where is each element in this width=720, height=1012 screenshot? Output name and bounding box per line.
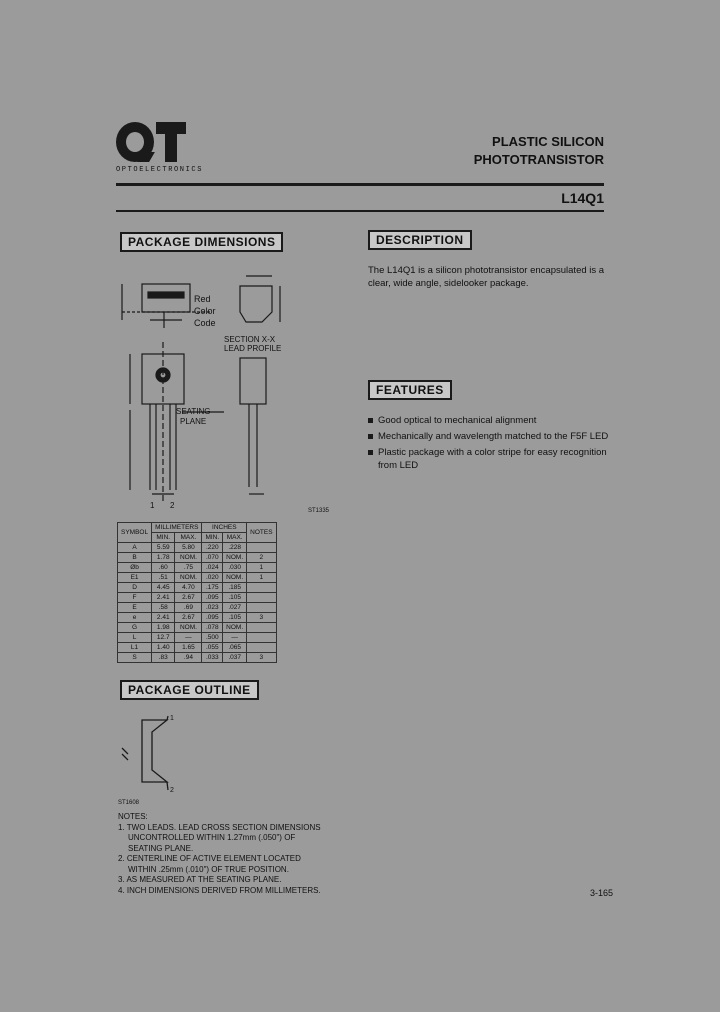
table-cell: 1 bbox=[247, 573, 276, 583]
table-cell: L1 bbox=[118, 643, 152, 653]
table-cell: NOM. bbox=[175, 623, 202, 633]
red-stripe bbox=[148, 292, 184, 298]
dimension-table bbox=[117, 522, 277, 663]
table-cell: 5.80 bbox=[175, 543, 202, 553]
table-cell: .75 bbox=[175, 563, 202, 573]
table-header: SYMBOL bbox=[118, 523, 152, 543]
table-cell: 2.41 bbox=[152, 613, 175, 623]
table-cell: 2.67 bbox=[175, 593, 202, 603]
table-row bbox=[118, 593, 277, 603]
table-cell: 1.78 bbox=[152, 553, 175, 563]
table-subheader: MAX. bbox=[223, 533, 247, 543]
outline-pin1: 1 bbox=[170, 715, 174, 722]
table-cell: .030 bbox=[223, 563, 247, 573]
table-cell: E bbox=[118, 603, 152, 613]
note-line: 3. AS MEASURED AT THE SEATING PLANE. bbox=[118, 875, 282, 884]
table-cell: .69 bbox=[175, 603, 202, 613]
table-cell: 3 bbox=[247, 613, 276, 623]
table-cell: .027 bbox=[223, 603, 247, 613]
lead-profile bbox=[240, 286, 272, 322]
table-cell: .175 bbox=[202, 583, 223, 593]
table-cell: .065 bbox=[223, 643, 247, 653]
table-row bbox=[118, 653, 277, 663]
qt-logo bbox=[116, 122, 204, 180]
table-header: INCHES bbox=[202, 523, 247, 533]
table-cell: G bbox=[118, 623, 152, 633]
title-line1: PLASTIC SILICON bbox=[492, 134, 604, 149]
table-cell: .51 bbox=[152, 573, 175, 583]
table-cell: .078 bbox=[202, 623, 223, 633]
table-cell bbox=[247, 543, 276, 553]
table-cell: .024 bbox=[202, 563, 223, 573]
note-line: 1. TWO LEADS. LEAD CROSS SECTION DIMENSIONS bbox=[118, 822, 321, 832]
table-row bbox=[118, 553, 277, 563]
table-subheader: MAX. bbox=[175, 533, 202, 543]
note-line: NOTES: bbox=[118, 812, 148, 821]
table-row bbox=[118, 563, 277, 573]
header-rule-2 bbox=[116, 210, 604, 212]
table-header: NOTES bbox=[247, 523, 276, 543]
features-heading: FEATURES bbox=[368, 380, 452, 400]
table-cell: .60 bbox=[152, 563, 175, 573]
red-label: Red bbox=[194, 294, 211, 304]
table-cell bbox=[247, 593, 276, 603]
page-number: 3-165 bbox=[590, 888, 614, 898]
notes-block bbox=[118, 812, 321, 896]
seating-label: SEATING bbox=[176, 407, 211, 416]
feature-item: Plastic package with a color stripe for easy recognition from LED bbox=[368, 446, 618, 472]
table-cell: 4.70 bbox=[175, 583, 202, 593]
table-cell: 3 bbox=[247, 653, 276, 663]
side-view-body bbox=[240, 358, 266, 404]
table-cell bbox=[247, 633, 276, 643]
table-cell: D bbox=[118, 583, 152, 593]
table-header: MILLIMETERS bbox=[152, 523, 202, 533]
table-cell: NOM. bbox=[223, 573, 247, 583]
table-subheader: MIN. bbox=[202, 533, 223, 543]
table-cell: .500 bbox=[202, 633, 223, 643]
description-heading: DESCRIPTION bbox=[368, 230, 472, 250]
note-line: UNCONTROLLED WITHIN 1.27mm (.050") OF bbox=[128, 833, 296, 842]
table-cell: 2.67 bbox=[175, 613, 202, 623]
pin2-label: 2 bbox=[170, 501, 175, 510]
table-cell: .055 bbox=[202, 643, 223, 653]
feature-item: Mechanically and wavelength matched to the F5F LED bbox=[368, 430, 618, 443]
table-cell: B bbox=[118, 553, 152, 563]
table-cell: .033 bbox=[202, 653, 223, 663]
table-row bbox=[118, 633, 277, 643]
table-cell: .220 bbox=[202, 543, 223, 553]
fig-id-top: ST1335 bbox=[308, 508, 330, 514]
code-label: Code bbox=[194, 318, 216, 328]
table-cell: 12.7 bbox=[152, 633, 175, 643]
table-cell: e bbox=[118, 613, 152, 623]
outline-shape bbox=[142, 720, 167, 782]
package-dimension-drawing bbox=[112, 262, 342, 518]
table-cell: F bbox=[118, 593, 152, 603]
table-cell: .070 bbox=[202, 553, 223, 563]
table-cell: .94 bbox=[175, 653, 202, 663]
title-line2: PHOTOTRANSISTOR bbox=[473, 152, 604, 167]
fig-id-outline: ST1608 bbox=[118, 800, 140, 806]
table-cell: L bbox=[118, 633, 152, 643]
table-cell: .185 bbox=[223, 583, 247, 593]
table-cell: NOM. bbox=[175, 573, 202, 583]
part-number: L14Q1 bbox=[561, 190, 604, 206]
table-row bbox=[118, 613, 277, 623]
note-line: 4. INCH DIMENSIONS DERIVED FROM MILLIMETERS. bbox=[118, 885, 321, 895]
table-row bbox=[118, 603, 277, 613]
features-list bbox=[368, 414, 618, 472]
table-cell: 1.65 bbox=[175, 643, 202, 653]
table-cell: .228 bbox=[223, 543, 247, 553]
table-cell bbox=[247, 583, 276, 593]
table-row bbox=[118, 543, 277, 553]
table-cell bbox=[247, 643, 276, 653]
table-cell: S bbox=[118, 653, 152, 663]
table-cell: .105 bbox=[223, 593, 247, 603]
table-row bbox=[118, 583, 277, 593]
table-cell: .095 bbox=[202, 593, 223, 603]
logo-subtitle: OPTOELECTRONICS bbox=[116, 166, 204, 174]
table-cell: E1 bbox=[118, 573, 152, 583]
table-cell: Øb bbox=[118, 563, 152, 573]
table-cell: A bbox=[118, 543, 152, 553]
plane-label: PLANE bbox=[180, 417, 207, 426]
package-outline-drawing bbox=[112, 712, 202, 808]
table-cell: — bbox=[223, 633, 247, 643]
lead-profile-label: LEAD PROFILE bbox=[224, 344, 282, 353]
table-cell: .037 bbox=[223, 653, 247, 663]
description-text: The L14Q1 is a silicon phototransistor encapsulated is a clear, wide angle, sidelooker package. bbox=[368, 265, 605, 289]
table-row bbox=[118, 623, 277, 633]
table-cell: .095 bbox=[202, 613, 223, 623]
table-cell: 2 bbox=[247, 553, 276, 563]
table-subheader: MIN. bbox=[152, 533, 175, 543]
table-cell: .105 bbox=[223, 613, 247, 623]
table-cell: .020 bbox=[202, 573, 223, 583]
pin1-label: 1 bbox=[150, 501, 155, 510]
feature-item: Good optical to mechanical alignment bbox=[368, 414, 618, 427]
table-cell: .83 bbox=[152, 653, 175, 663]
table-cell: NOM. bbox=[223, 623, 247, 633]
table-cell: NOM. bbox=[175, 553, 202, 563]
table-cell: 1.98 bbox=[152, 623, 175, 633]
table-cell: .58 bbox=[152, 603, 175, 613]
table-cell: 4.45 bbox=[152, 583, 175, 593]
table-cell: NOM. bbox=[223, 553, 247, 563]
table-cell: .023 bbox=[202, 603, 223, 613]
note-line: SEATING PLANE. bbox=[128, 843, 194, 853]
table-row bbox=[118, 573, 277, 583]
header-rule bbox=[116, 183, 604, 186]
table-cell: 1 bbox=[247, 563, 276, 573]
note-line: WITHIN .25mm (.010") OF TRUE POSITION. bbox=[128, 864, 289, 874]
table-cell bbox=[247, 623, 276, 633]
color-label: Color bbox=[194, 306, 216, 316]
table-cell bbox=[247, 603, 276, 613]
table-row bbox=[118, 643, 277, 653]
table-cell: 2.41 bbox=[152, 593, 175, 603]
package-dimensions-heading: PACKAGE DIMENSIONS bbox=[120, 232, 283, 252]
note-line: 2. CENTERLINE OF ACTIVE ELEMENT LOCATED bbox=[118, 854, 301, 863]
section-label: SECTION X-X bbox=[224, 335, 276, 344]
table-cell: — bbox=[175, 633, 202, 643]
table-cell: 1.40 bbox=[152, 643, 175, 653]
outline-pin2: 2 bbox=[170, 787, 174, 794]
table-cell: 5.59 bbox=[152, 543, 175, 553]
package-outline-heading: PACKAGE OUTLINE bbox=[120, 680, 259, 700]
